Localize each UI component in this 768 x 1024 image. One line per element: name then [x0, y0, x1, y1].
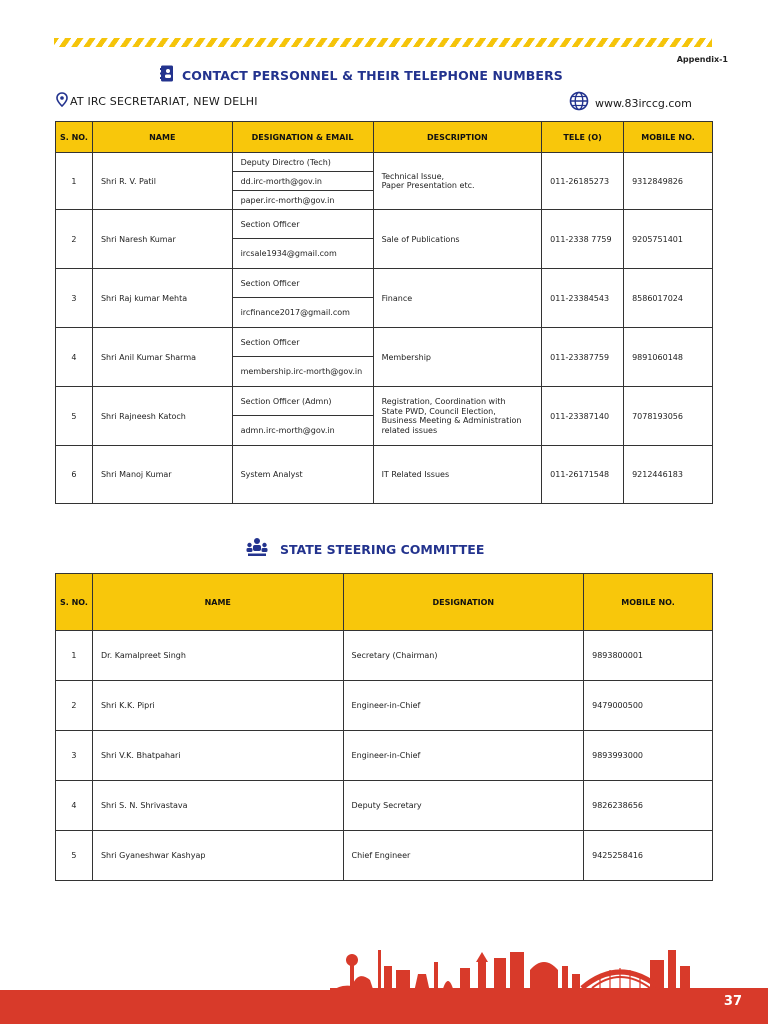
cell-tele: 011-23384543 — [542, 269, 624, 328]
cell-name: Shri Manoj Kumar — [92, 446, 232, 504]
page-title: CONTACT PERSONNEL & THEIR TELEPHONE NUMBERS — [182, 67, 563, 83]
table-row — [56, 153, 713, 172]
cell-sno: 5 — [56, 387, 93, 446]
cell-sno: 1 — [56, 153, 93, 210]
cell-designation: Engineer-in-Chief — [343, 681, 584, 731]
cell-mobile: 9826238656 — [584, 781, 713, 831]
table-row — [56, 781, 713, 831]
cell-mobile: 9893800001 — [584, 631, 713, 681]
cell-name: Shri Raj kumar Mehta — [92, 269, 232, 328]
table-row — [56, 387, 713, 416]
website-link[interactable]: www.83irccg.com — [595, 96, 692, 110]
cell-email[interactable]: ircsale1934@gmail.com — [232, 239, 373, 269]
table-row — [56, 269, 713, 298]
cell-description: Membership — [373, 328, 542, 387]
cell-name: Shri S. N. Shrivastava — [92, 781, 343, 831]
cell-tele: 011-2338 7759 — [542, 210, 624, 269]
cell-sno: 6 — [56, 446, 93, 504]
location-text: AT IRC SECRETARIAT, NEW DELHI — [70, 95, 258, 108]
globe-icon — [569, 91, 589, 115]
cell-name: Dr. Kamalpreet Singh — [92, 631, 343, 681]
col-header-designation-email: DESIGNATION & EMAIL — [232, 122, 373, 153]
cell-sno: 3 — [56, 731, 93, 781]
col-header-mobile: MOBILE NO. — [584, 574, 713, 631]
cell-name: Shri Naresh Kumar — [92, 210, 232, 269]
cell-mobile: 9893993000 — [584, 731, 713, 781]
footer-band — [0, 990, 768, 1024]
cell-email[interactable]: dd.irc-morth@gov.in — [232, 172, 373, 191]
cell-designation: Secretary (Chairman) — [343, 631, 584, 681]
hazard-stripe-divider — [54, 38, 712, 47]
committee-table — [55, 573, 713, 881]
cell-tele: 011-26171548 — [542, 446, 624, 504]
cell-sno: 2 — [56, 210, 93, 269]
cell-description: Sale of Publications — [373, 210, 542, 269]
table-header-row — [56, 122, 713, 153]
cell-sno: 5 — [56, 831, 93, 881]
cell-designation: Section Officer — [232, 328, 373, 357]
committee-title: STATE STEERING COMMITTEE — [280, 541, 485, 557]
cell-mobile: 9312849826 — [624, 153, 713, 210]
cell-email[interactable]: membership.irc-morth@gov.in — [232, 357, 373, 387]
cell-designation: Section Officer (Admn) — [232, 387, 373, 416]
contacts-table — [55, 121, 713, 504]
cell-name: Shri Anil Kumar Sharma — [92, 328, 232, 387]
committee-heading — [246, 537, 484, 561]
cell-designation: Section Officer — [232, 269, 373, 298]
cell-name: Shri K.K. Pipri — [92, 681, 343, 731]
col-header-sno: S. NO. — [56, 574, 93, 631]
cell-mobile: 7078193056 — [624, 387, 713, 446]
cell-tele: 011-23387759 — [542, 328, 624, 387]
cell-name: Shri Rajneesh Katoch — [92, 387, 232, 446]
cell-designation: Chief Engineer — [343, 831, 584, 881]
cell-mobile: 9479000500 — [584, 681, 713, 731]
cell-email[interactable]: ircfinance2017@gmail.com — [232, 298, 373, 328]
cell-mobile: 9205751401 — [624, 210, 713, 269]
cell-name: Shri V.K. Bhatpahari — [92, 731, 343, 781]
phonebook-icon — [160, 65, 174, 86]
col-header-tele: TELE (O) — [542, 122, 624, 153]
col-header-name: NAME — [92, 122, 232, 153]
table-header-row — [56, 574, 713, 631]
website-line — [569, 91, 692, 115]
cell-tele: 011-23387140 — [542, 387, 624, 446]
cell-description: Registration, Coordination with State PWD, Council Election, Business Meeting & Administration related issues — [373, 387, 542, 446]
cell-email[interactable]: paper.irc-morth@gov.in — [232, 191, 373, 210]
cell-sno: 1 — [56, 631, 93, 681]
table-row — [56, 831, 713, 881]
cell-designation: Section Officer — [232, 210, 373, 239]
cell-designation: Deputy Directro (Tech) — [232, 153, 373, 172]
cell-mobile: 9891060148 — [624, 328, 713, 387]
cell-mobile: 9425258416 — [584, 831, 713, 881]
table-row — [56, 731, 713, 781]
table-row — [56, 631, 713, 681]
cell-designation: Engineer-in-Chief — [343, 731, 584, 781]
cell-tele: 011-26185273 — [542, 153, 624, 210]
cell-description: IT Related Issues — [373, 446, 542, 504]
contacts-heading — [160, 66, 563, 84]
cell-name: Shri Gyaneshwar Kashyap — [92, 831, 343, 881]
cell-sno: 4 — [56, 781, 93, 831]
col-header-sno: S. NO. — [56, 122, 93, 153]
cell-email[interactable]: admn.irc-morth@gov.in — [232, 416, 373, 446]
cell-designation: Deputy Secretary — [343, 781, 584, 831]
col-header-mobile: MOBILE NO. — [624, 122, 713, 153]
committee-icon — [246, 537, 268, 561]
cell-mobile: 8586017024 — [624, 269, 713, 328]
table-row — [56, 210, 713, 239]
table-row — [56, 328, 713, 357]
city-skyline-illustration — [330, 940, 768, 992]
location-pin-icon — [56, 92, 68, 111]
cell-description: Finance — [373, 269, 542, 328]
cell-sno: 4 — [56, 328, 93, 387]
col-header-description: DESCRIPTION — [373, 122, 542, 153]
location-line — [56, 92, 258, 111]
table-row — [56, 681, 713, 731]
cell-sno: 3 — [56, 269, 93, 328]
table-row — [56, 446, 713, 504]
cell-description: Technical Issue, Paper Presentation etc. — [373, 153, 542, 210]
page-number: 37 — [723, 994, 742, 1009]
cell-mobile: 9212446183 — [624, 446, 713, 504]
col-header-designation: DESIGNATION — [343, 574, 584, 631]
col-header-name: NAME — [92, 574, 343, 631]
cell-name: Shri R. V. Patil — [92, 153, 232, 210]
appendix-label: Appendix-1 — [676, 55, 728, 64]
cell-designation: System Analyst — [232, 446, 373, 504]
cell-sno: 2 — [56, 681, 93, 731]
